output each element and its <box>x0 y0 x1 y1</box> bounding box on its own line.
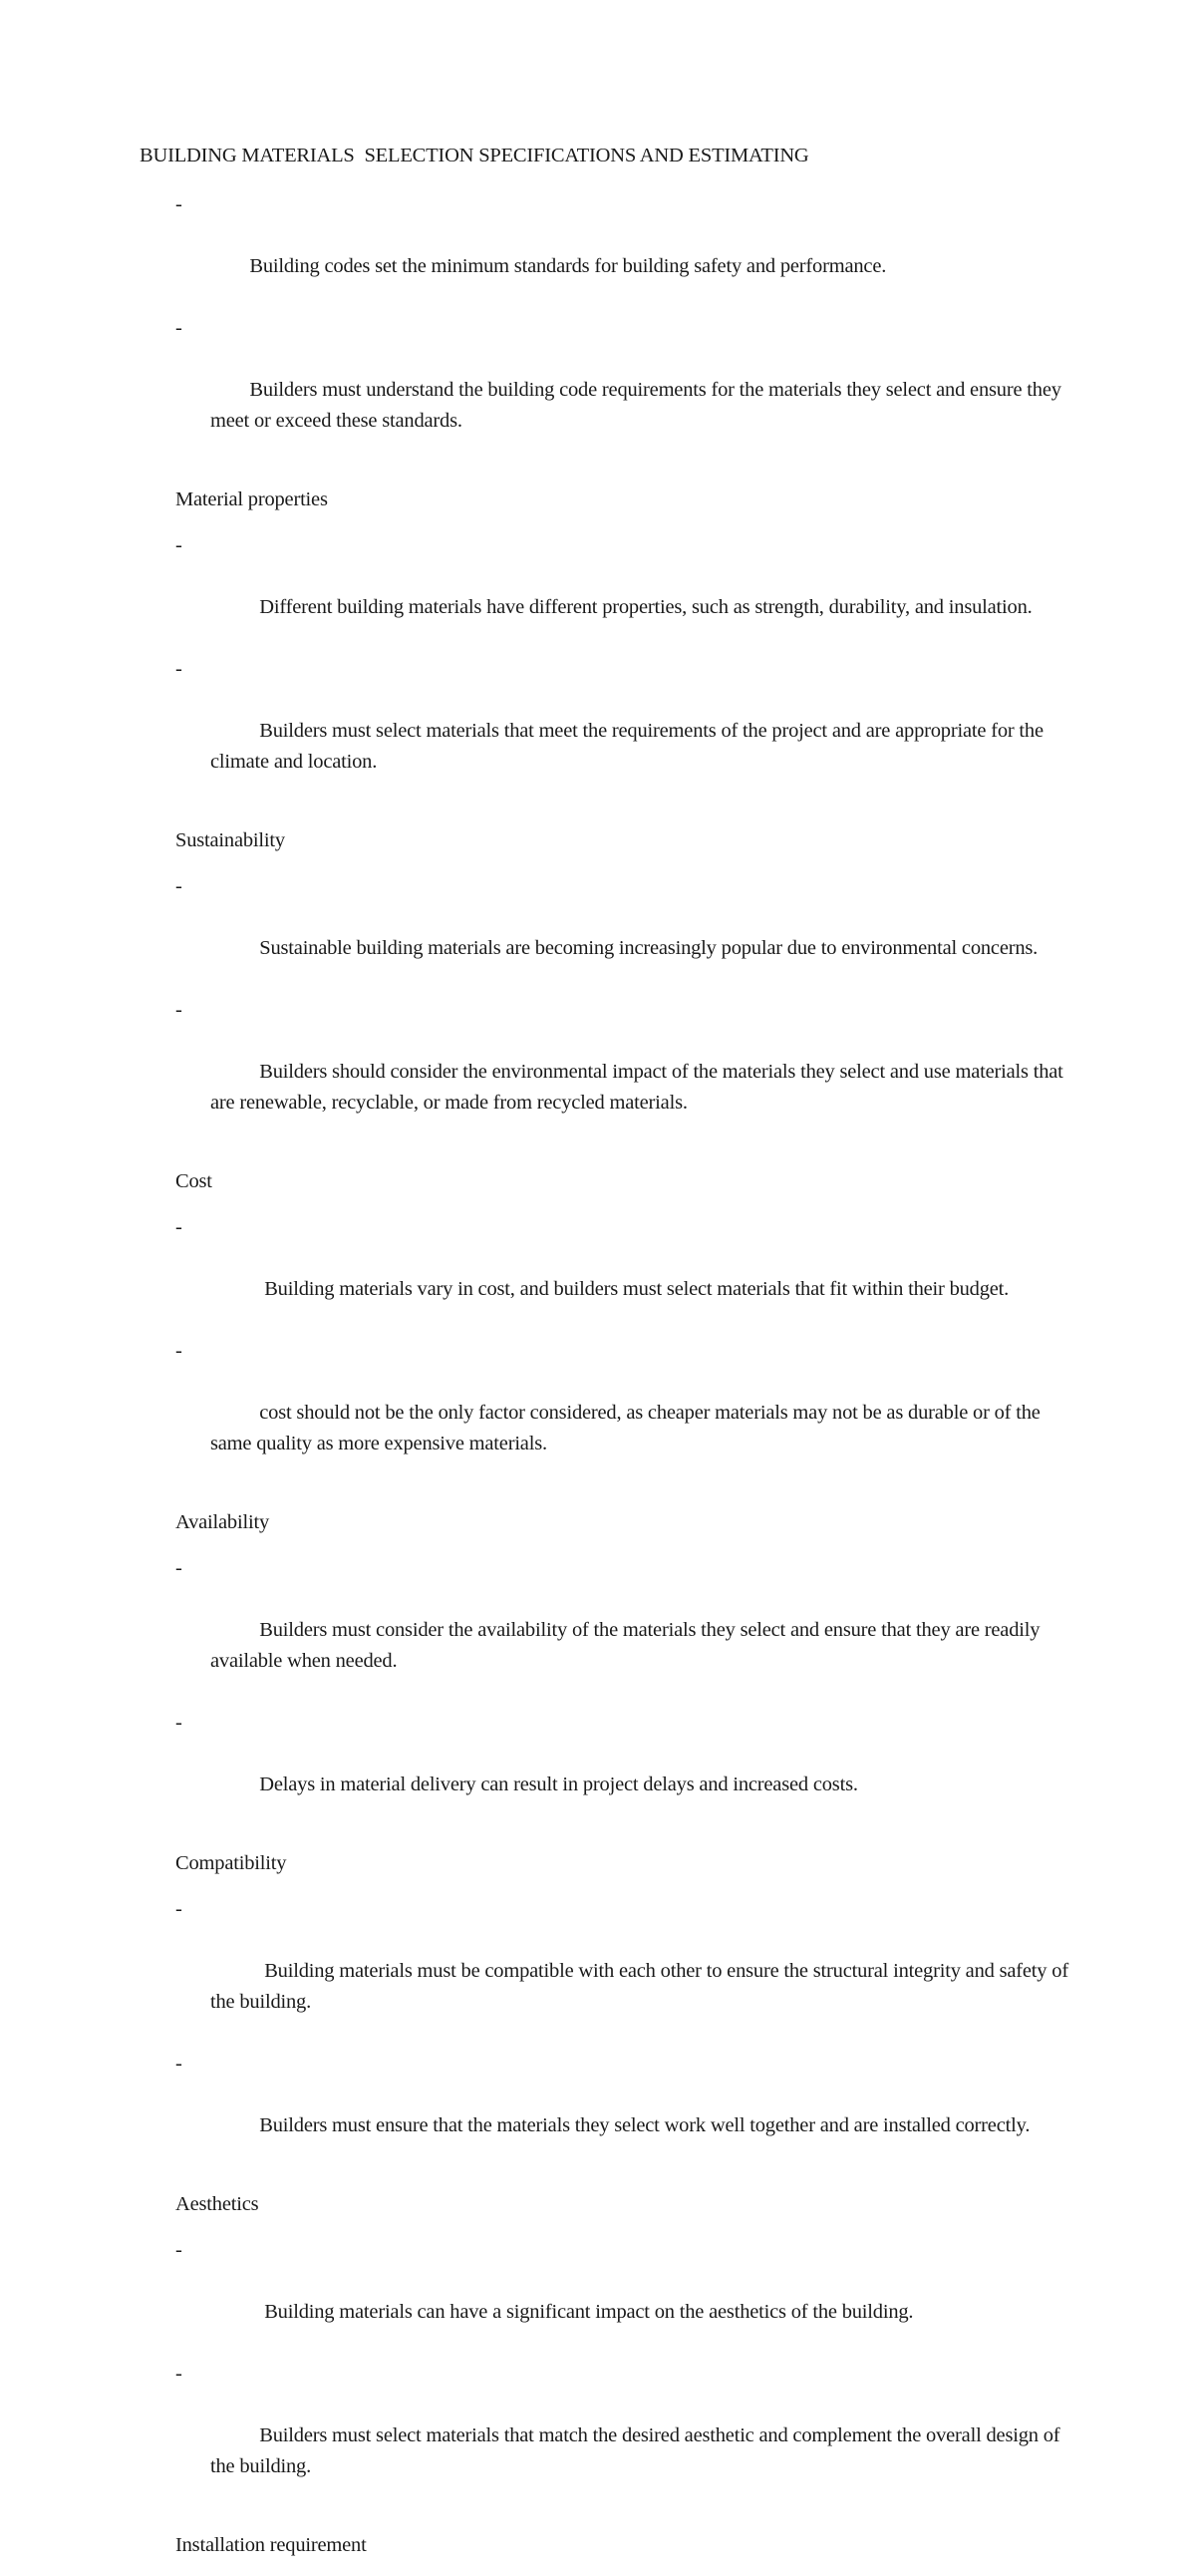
section-bullet-list <box>175 1553 1072 1831</box>
bullet-text: Builders must understand the building code requirements for the materials they select and ensure they meet or exceed these standards. <box>210 379 1066 432</box>
section-bullet-list <box>175 2235 1072 2513</box>
bullet-dash: - <box>175 1898 182 1920</box>
bullet-text: Different building materials have different properties, such as strength, durability, and insulation. <box>259 596 1033 618</box>
section-bullet-item <box>175 2235 1072 2359</box>
bullet-dash: - <box>175 875 182 897</box>
section-bullet-item <box>175 2359 1072 2513</box>
section-bullet-list <box>175 530 1072 808</box>
section-heading: Availability <box>175 1511 270 1533</box>
bullet-dash: - <box>175 534 182 556</box>
section-installation-requirement <box>175 2530 1072 2561</box>
bullet-text: Building materials vary in cost, and builders must select materials that fit within their budget. <box>259 1278 1010 1300</box>
bullet-dash: - <box>175 317 182 339</box>
section-bullet-item <box>175 1212 1072 1336</box>
bullet-dash: - <box>175 1340 182 1362</box>
bullet-text: Builders must select materials that meet the requirements of the project and are appropriate for the climate and location. <box>210 720 1048 773</box>
bullet-text: Building materials can have a significant impact on the aesthetics of the building. <box>259 2301 914 2323</box>
section-bullet-list <box>175 1894 1072 2172</box>
bullet-text: Builders must ensure that the materials they select work well together and are installed correctly. <box>259 2114 1031 2136</box>
bullet-text: Builders must select materials that match the desired aesthetic and complement the overall design of the building. <box>210 2424 1065 2477</box>
section-material-properties <box>175 484 1072 808</box>
section-bullet-item <box>175 995 1072 1149</box>
bullet-dash: - <box>175 1712 182 1734</box>
bullet-dash: - <box>175 1216 182 1238</box>
document-body <box>175 189 1072 2576</box>
section-bullet-item <box>175 1708 1072 1831</box>
bullet-dash: - <box>175 2363 182 2385</box>
bullet-text: Builders should consider the environmental impact of the materials they select and use materials that are renewable, recyclable, or made from recycled materials. <box>210 1061 1068 1114</box>
section-bullet-item <box>175 530 1072 654</box>
section-bullet-item <box>175 1894 1072 2049</box>
section-heading: Sustainability <box>175 829 285 851</box>
bullet-dash: - <box>175 193 182 215</box>
section-bullet-list <box>175 871 1072 1149</box>
bullet-text: Building codes set the minimum standards for building safety and performance. <box>249 255 887 277</box>
bullet-dash: - <box>175 999 182 1021</box>
section-bullet-item <box>175 2049 1072 2172</box>
section-heading: Cost <box>175 1170 212 1192</box>
section-heading: Compatibility <box>175 1852 287 1874</box>
section-aesthetics <box>175 2189 1072 2513</box>
bullet-text: Sustainable building materials are becoming increasingly popular due to environmental concerns. <box>259 937 1039 959</box>
bullet-dash: - <box>175 2053 182 2075</box>
section-heading: Material properties <box>175 488 328 510</box>
section-availability <box>175 1507 1072 1831</box>
intro-bullet-item <box>175 313 1072 468</box>
intro-bullet-item <box>175 189 1072 313</box>
bullet-dash: - <box>175 1557 182 1579</box>
intro-bullet-list <box>175 189 1072 468</box>
section-bullet-item <box>175 1336 1072 1490</box>
section-cost <box>175 1166 1072 1490</box>
section-bullet-item <box>175 871 1072 995</box>
section-heading: Installation requirement <box>175 2534 367 2556</box>
section-bullet-item <box>175 654 1072 808</box>
bullet-text: Building materials must be compatible with each other to ensure the structural integrity and safety of the building. <box>210 1960 1073 2013</box>
section-bullet-list <box>175 1212 1072 1490</box>
bullet-dash: - <box>175 2239 182 2261</box>
bullet-text: Builders must consider the availability of the materials they select and ensure that they are readily available when needed. <box>210 1619 1046 1672</box>
section-bullet-item <box>175 1553 1072 1708</box>
section-sustainability <box>175 825 1072 1149</box>
bullet-text: cost should not be the only factor considered, as cheaper materials may not be as durable or of the same quality as more expensive materials. <box>210 1402 1046 1454</box>
document-title: BUILDING MATERIALS SELECTION SPECIFICATIONS AND ESTIMATING <box>140 145 809 166</box>
section-compatibility <box>175 1848 1072 2172</box>
bullet-dash: - <box>175 658 182 680</box>
bullet-text: Delays in material delivery can result in project delays and increased costs. <box>259 1773 858 1795</box>
section-heading: Aesthetics <box>175 2193 259 2215</box>
